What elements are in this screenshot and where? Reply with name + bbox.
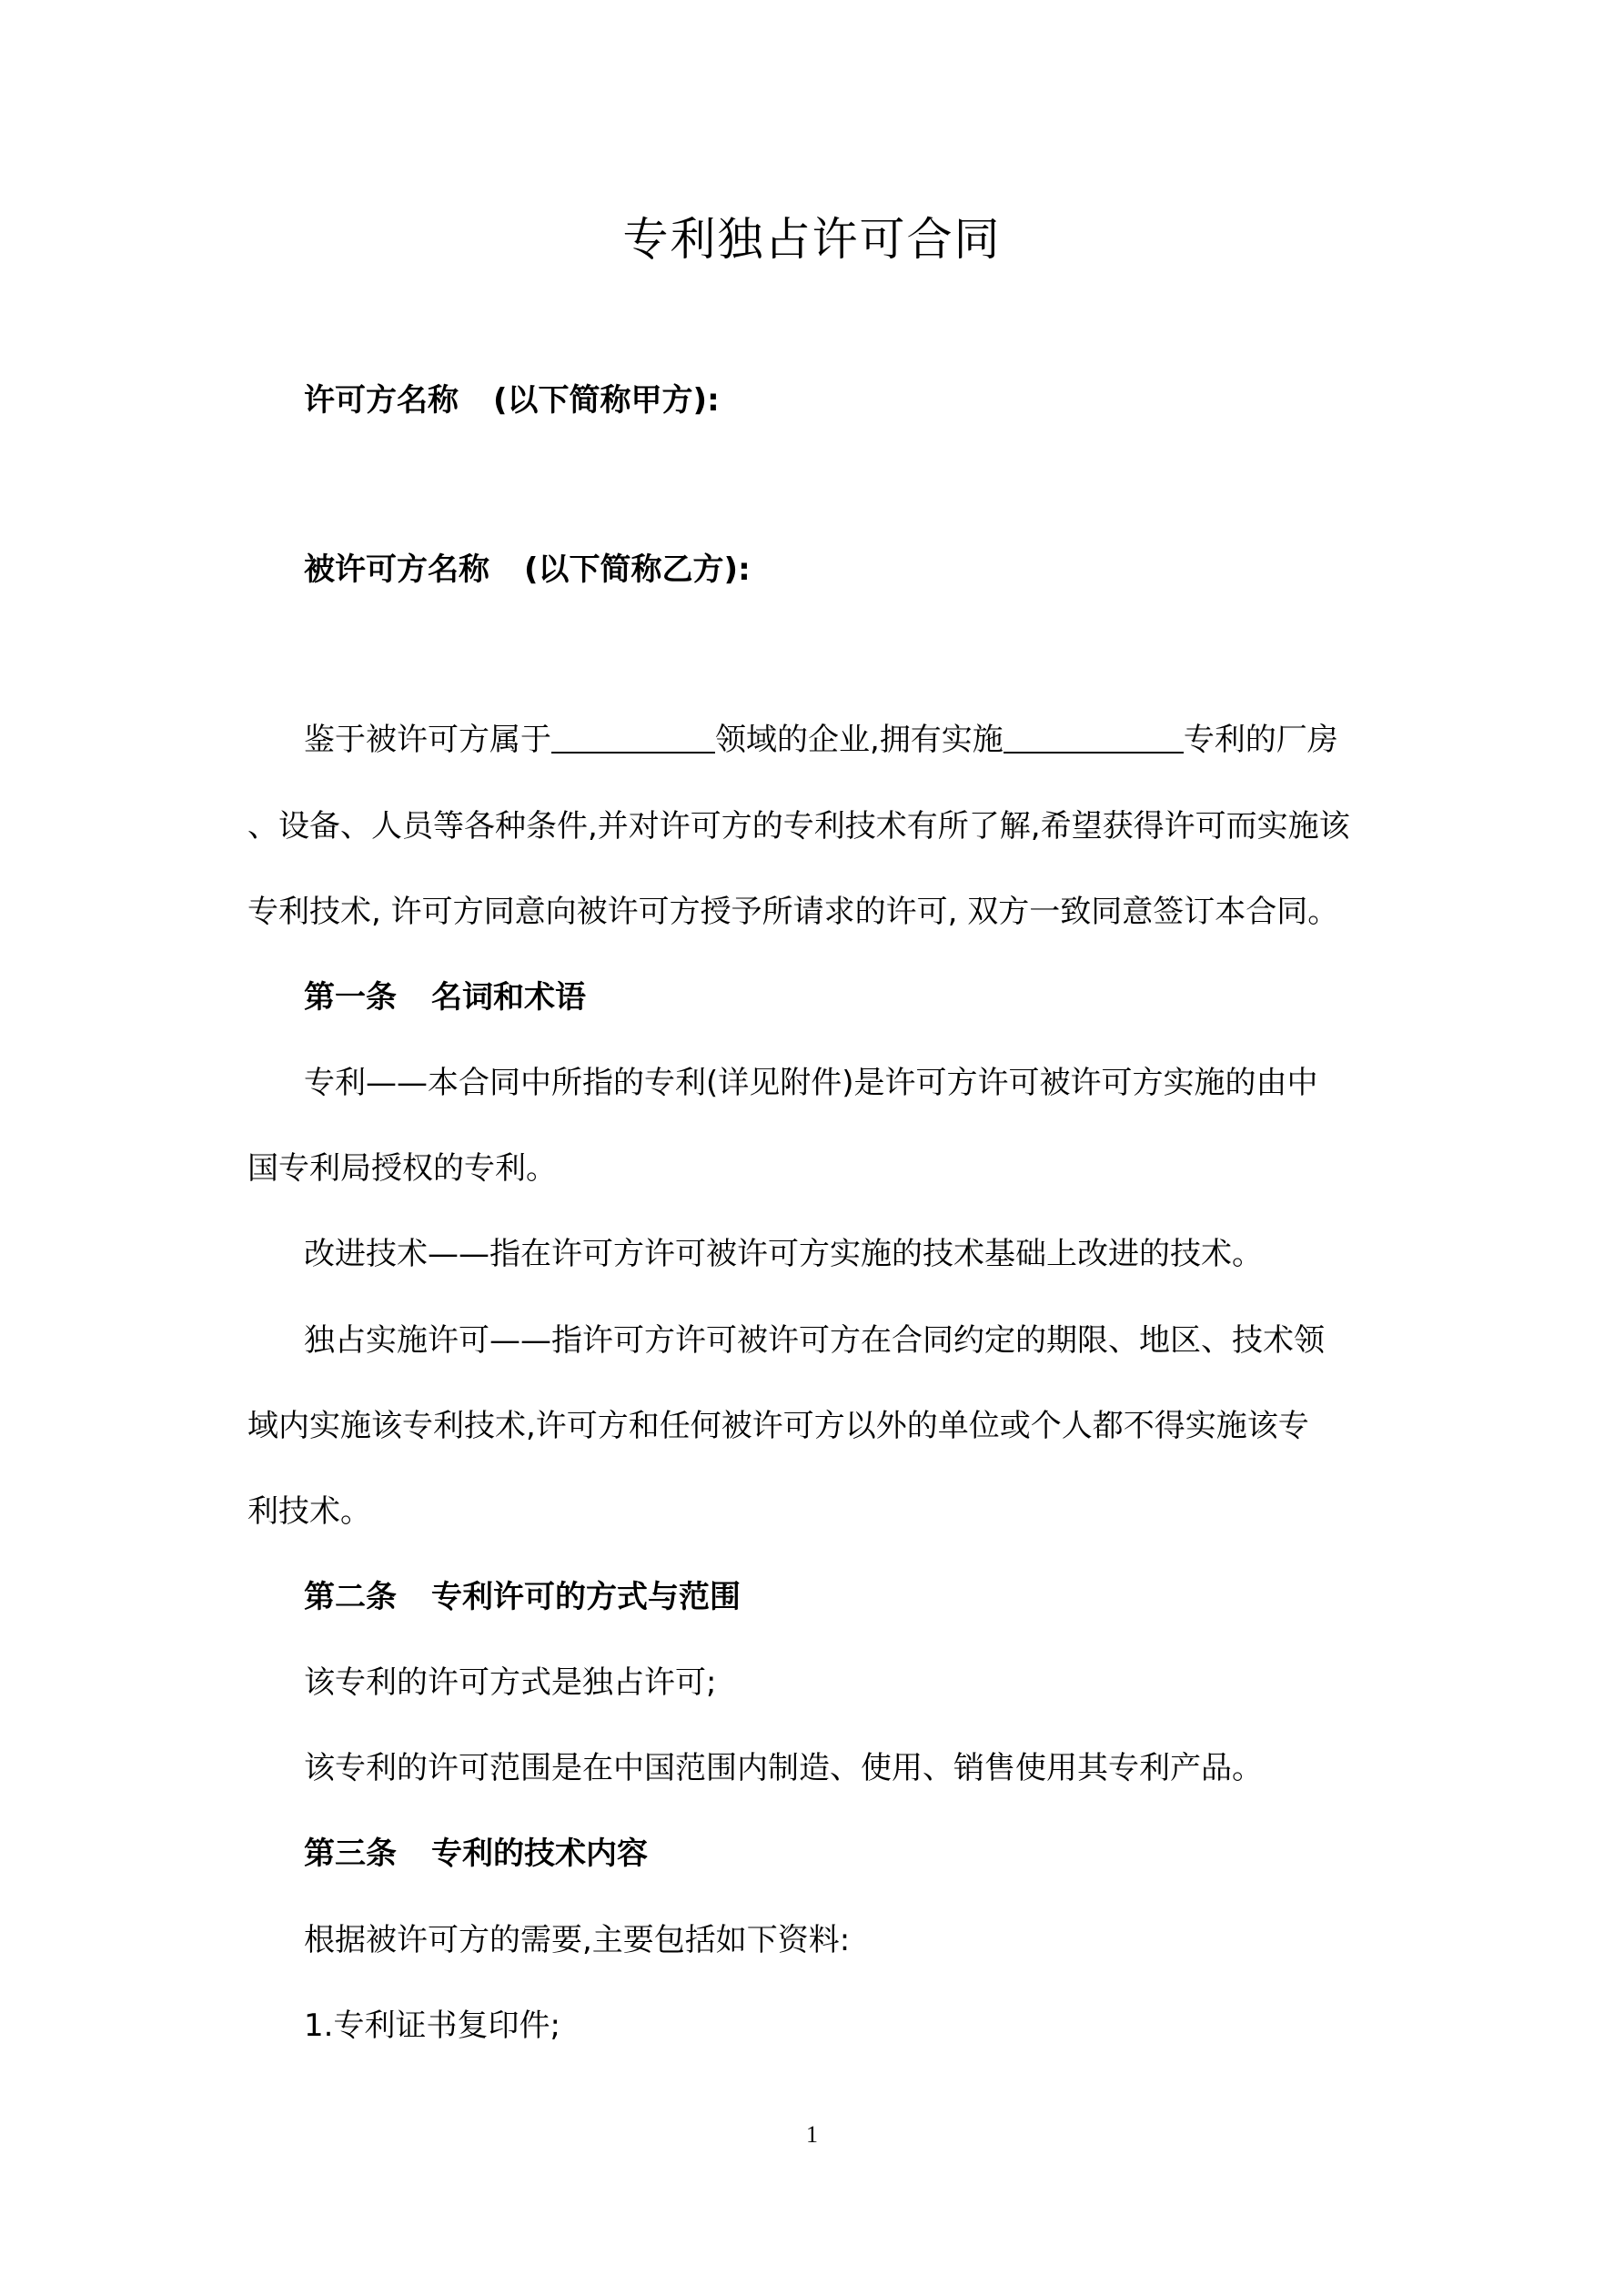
article-2-line-1: 该专利的许可方式是独占许可; (304, 1664, 717, 1701)
licensee-suffix: (以下简称乙方): (524, 551, 751, 588)
article-1-patent-line-2: 国专利局授权的专利。 (247, 1150, 557, 1187)
licensor-name-line (304, 379, 720, 422)
article-3-heading (304, 1832, 648, 1876)
preamble-line-2: 、设备、人员等各种条件,并对许可方的专利技术有所了解,希望获得许可而实施该 (247, 808, 1350, 845)
article-number: 第一条 (304, 979, 397, 1016)
preamble-text-c: 专利的厂房 (1183, 722, 1338, 758)
document-title: 专利独占许可合同 (622, 213, 1002, 266)
article-title: 名词和术语 (431, 979, 586, 1016)
article-1-heading (304, 976, 586, 1019)
licensor-label: 许可方名称 (304, 382, 459, 419)
preamble-line-1 (304, 718, 1338, 762)
article-1-improvement-line: 改进技术——指在许可方许可被许可方实施的技术基础上改进的技术。 (304, 1236, 1263, 1272)
article-2-line-2: 该专利的许可范围是在中国范围内制造、使用、销售使用其专利产品。 (304, 1750, 1263, 1786)
article-3-line-1: 根据被许可方的需要,主要包括如下资料: (304, 1922, 851, 1958)
page-number: 1 (806, 2121, 818, 2148)
preamble-text-b: 领域的企业,拥有实施 (715, 722, 1004, 758)
article-2-heading (304, 1575, 741, 1619)
article-1-patent-line-1: 专利——本合同中所指的专利(详见附件)是许可方许可被许可方实施的由中 (304, 1065, 1318, 1101)
preamble-text-a: 鉴于被许可方属于 (304, 722, 551, 758)
article-1-exclusive-line-1: 独占实施许可——指许可方许可被许可方在合同约定的期限、地区、技术领 (304, 1322, 1325, 1359)
article-title: 专利许可的方式与范围 (431, 1579, 741, 1615)
article-3-item-1: 1.专利证书复印件; (304, 2008, 560, 2044)
field-blank[interactable] (551, 724, 715, 754)
article-number: 第三条 (304, 1836, 397, 1872)
article-number: 第二条 (304, 1579, 397, 1615)
article-1-exclusive-line-3: 利技术。 (247, 1493, 371, 1530)
article-title: 专利的技术内容 (431, 1836, 648, 1872)
patent-blank[interactable] (1004, 724, 1184, 754)
article-1-exclusive-line-2: 域内实施该专利技术,许可方和任何被许可方以外的单位或个人都不得实施该专 (247, 1408, 1309, 1444)
licensee-label: 被许可方名称 (304, 551, 489, 588)
licensor-suffix: (以下简称甲方): (493, 382, 720, 419)
licensee-name-line (304, 548, 751, 592)
preamble-line-3: 专利技术, 许可方同意向被许可方授予所请求的许可, 双方一致同意签订本合同。 (247, 894, 1339, 930)
